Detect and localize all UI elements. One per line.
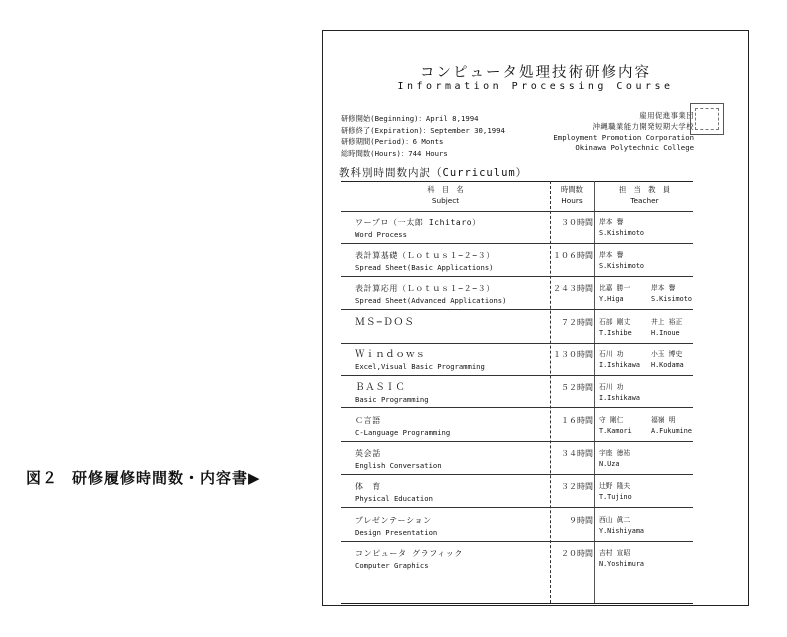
- teacher-en: I.Ishikawa: [599, 360, 640, 369]
- subject-en: English Conversation: [355, 460, 442, 470]
- figure-caption-text: 研修履修時間数・内容書▶: [72, 469, 261, 487]
- teacher: [599, 481, 632, 502]
- subject-jp: プレゼンテーション: [355, 516, 432, 525]
- org-name-jp: 雇用促進事業団: [639, 111, 694, 120]
- table-bottom-rule: [341, 603, 693, 604]
- teacher-jp: 西山 眞二: [599, 516, 631, 524]
- header-rule: [341, 211, 693, 212]
- meta-line: 総時間数(Hours)：744 Hours: [341, 148, 448, 158]
- teacher-en: S.Kisimoto: [651, 294, 692, 303]
- teacher: [599, 382, 640, 403]
- hours-cell: ３４時間: [561, 449, 593, 458]
- hours-cell: ３０時間: [561, 218, 593, 227]
- subject-cell: [355, 217, 481, 240]
- teacher-column-divider: [594, 181, 595, 603]
- teacher-jp: 福嶺 明: [651, 416, 676, 424]
- teacher-en: Y.Higa: [599, 294, 624, 303]
- hours-cell: １６時間: [561, 416, 593, 425]
- meta-label: 総時間数(Hours): [341, 148, 401, 158]
- subject-cell: [355, 481, 433, 504]
- subject-jp: 表計算基礎（Ｌｏｔｕｓ１−２−３）: [355, 251, 495, 260]
- meta-value: April 8,1994: [425, 114, 479, 123]
- subject-jp: ワープロ（一太郎 Ichitaro）: [355, 218, 481, 227]
- teacher: [599, 515, 644, 536]
- meta-value: September 30,1994: [430, 125, 505, 135]
- teacher-en: H.Inoue: [651, 328, 680, 337]
- teacher: [651, 283, 692, 304]
- org-college-en: Okinawa Polytechnic College: [575, 143, 694, 153]
- document-subtitle: Information Processing Course: [397, 81, 674, 92]
- subject-en: Physical Education: [355, 493, 433, 503]
- teacher-en: S.Kishimoto: [599, 261, 645, 270]
- hours-cell: ９時間: [569, 516, 593, 525]
- meta-label: 研修期間(Period): [341, 137, 406, 146]
- teacher-jp: 守 剛仁: [599, 416, 624, 424]
- subject-en: Spread Sheet(Advanced Applications): [355, 295, 507, 305]
- subject-cell: [355, 515, 437, 538]
- teacher-jp: 石川 功: [599, 350, 624, 358]
- teacher: [599, 415, 632, 436]
- meta-label: 研修開始(Beginning): [341, 114, 419, 123]
- subject-jp: 英会話: [355, 449, 381, 458]
- subject-jp: Ｃ言語: [355, 416, 381, 425]
- subject-en: Design Presentation: [355, 527, 438, 537]
- teacher-en: I.Ishikawa: [599, 393, 640, 402]
- figure-number: 図２: [26, 469, 59, 487]
- hours-cell: ２４３時間: [553, 284, 593, 293]
- subject-jp: コンピュータ グラフィック: [355, 549, 463, 558]
- teacher-en: H.Kodama: [651, 360, 684, 369]
- subject-cell: [355, 448, 442, 471]
- teacher-jp: 石川 功: [599, 383, 624, 391]
- row-rule: [341, 375, 693, 376]
- teacher: [651, 349, 684, 370]
- row-rule: [341, 507, 693, 508]
- teacher-jp: 石部 剛丈: [599, 318, 631, 326]
- subject-jp: 体 育: [355, 482, 381, 491]
- subject-en: Basic Programming: [355, 394, 429, 404]
- subject-cell: [355, 548, 463, 571]
- teacher-jp: 比嘉 勝一: [599, 284, 631, 292]
- teacher: [599, 283, 630, 304]
- row-rule: [341, 407, 693, 408]
- figure-caption: [26, 467, 261, 488]
- hours-header: [551, 184, 593, 206]
- subject-cell: [355, 349, 485, 372]
- hours-header-en: Hours: [561, 196, 583, 205]
- meta-line: 研修期間(Period)：6 Monts: [341, 137, 444, 146]
- hours-cell: １０６時間: [553, 251, 593, 260]
- curriculum-document: [322, 30, 749, 606]
- row-rule: [341, 541, 693, 542]
- teacher-jp: 宇座 徳祐: [599, 449, 631, 457]
- row-rule: [341, 276, 693, 277]
- teacher-jp: 岸本 譽: [599, 251, 624, 259]
- teacher-en: S.Kishimoto: [599, 228, 645, 237]
- subject-en: Computer Graphics: [355, 560, 429, 570]
- teacher-jp: 小玉 博史: [651, 350, 683, 358]
- meta-value: 6 Monts: [412, 137, 444, 146]
- subject-cell: [355, 283, 506, 306]
- teacher-jp: 吉村 宣昭: [599, 549, 631, 557]
- teacher: [651, 317, 682, 338]
- teacher: [599, 548, 644, 569]
- teacher-header-jp: 担 当 教 員: [618, 185, 671, 194]
- subject-jp: 表計算応用（Ｌｏｔｕｓ１−２−３）: [355, 284, 495, 293]
- subject-en: Spread Sheet(Basic Applications): [355, 262, 494, 272]
- teacher-jp: 辻野 隆夫: [599, 482, 631, 490]
- subject-en: C-Language Programming: [355, 427, 451, 437]
- hours-cell: ７２時間: [561, 318, 593, 327]
- hours-cell: ２０時間: [561, 549, 593, 558]
- teacher: [599, 448, 630, 469]
- subject-header: [341, 184, 550, 206]
- hours-header-jp: 時間数: [561, 185, 583, 194]
- row-rule: [341, 243, 693, 244]
- org-college-jp: 沖縄職業能力開発短期大学校: [592, 121, 694, 131]
- teacher-jp: 岸本 譽: [651, 284, 676, 292]
- teacher-en: T.Kamori: [599, 426, 632, 435]
- subject-cell: [355, 382, 429, 405]
- organization-block: [534, 111, 694, 154]
- hours-cell: ３２時間: [561, 482, 593, 491]
- row-rule: [341, 441, 693, 442]
- meta-line: 研修終了(Expiration)：September 30,1994: [341, 125, 505, 135]
- hours-cell: １３０時間: [553, 350, 593, 359]
- teacher: [651, 415, 692, 436]
- official-seal: [690, 103, 724, 135]
- document-title: コンピュータ処理技術研修内容: [420, 65, 651, 81]
- subject-cell: [355, 317, 415, 329]
- subject-jp: ＢＡＳＩＣ: [355, 382, 406, 393]
- subject-cell: [355, 250, 495, 273]
- subject-header-jp: 科 目 名: [427, 185, 464, 194]
- meta-line: 研修開始(Beginning)：April 8,1994: [341, 114, 479, 123]
- teacher-jp: 井上 裕正: [651, 318, 683, 326]
- subject-header-en: Subject: [431, 196, 460, 205]
- row-rule: [341, 474, 693, 475]
- meta-value: 744 Hours: [408, 148, 448, 158]
- teacher: [599, 349, 640, 370]
- meta-label: 研修終了(Expiration): [341, 125, 423, 135]
- subject-en: Excel,Visual Basic Programming: [355, 361, 485, 371]
- teacher-en: N.Uza: [599, 459, 620, 468]
- curriculum-heading: 教科別時間数内訳（Curriculum）: [339, 167, 528, 179]
- subject-jp: Ｗｉｎｄｏｗｓ: [355, 349, 426, 360]
- course-meta: [341, 113, 505, 159]
- row-rule: [341, 309, 693, 310]
- teacher: [599, 317, 632, 338]
- row-rule: [341, 343, 693, 344]
- teacher-jp: 岸本 譽: [599, 218, 624, 226]
- teacher-en: A.Fukumine: [651, 426, 692, 435]
- teacher-en: T.Ishibe: [599, 328, 632, 337]
- teacher-header: [596, 184, 693, 206]
- teacher-en: Y.Nishiyama: [599, 526, 645, 535]
- teacher-header-en: Teacher: [630, 196, 659, 205]
- table-top-rule: [341, 181, 693, 182]
- hours-cell: ５２時間: [561, 383, 593, 392]
- subject-en: Word Process: [355, 229, 407, 239]
- teacher: [599, 250, 644, 271]
- teacher: [599, 217, 644, 238]
- org-name-en: Employment Promotion Corporation: [553, 132, 694, 142]
- teacher-en: N.Yoshimura: [599, 559, 645, 568]
- subject-jp: ＭＳ−ＤＯＳ: [355, 317, 415, 328]
- subject-cell: [355, 415, 450, 438]
- teacher-en: T.Tujino: [599, 492, 632, 501]
